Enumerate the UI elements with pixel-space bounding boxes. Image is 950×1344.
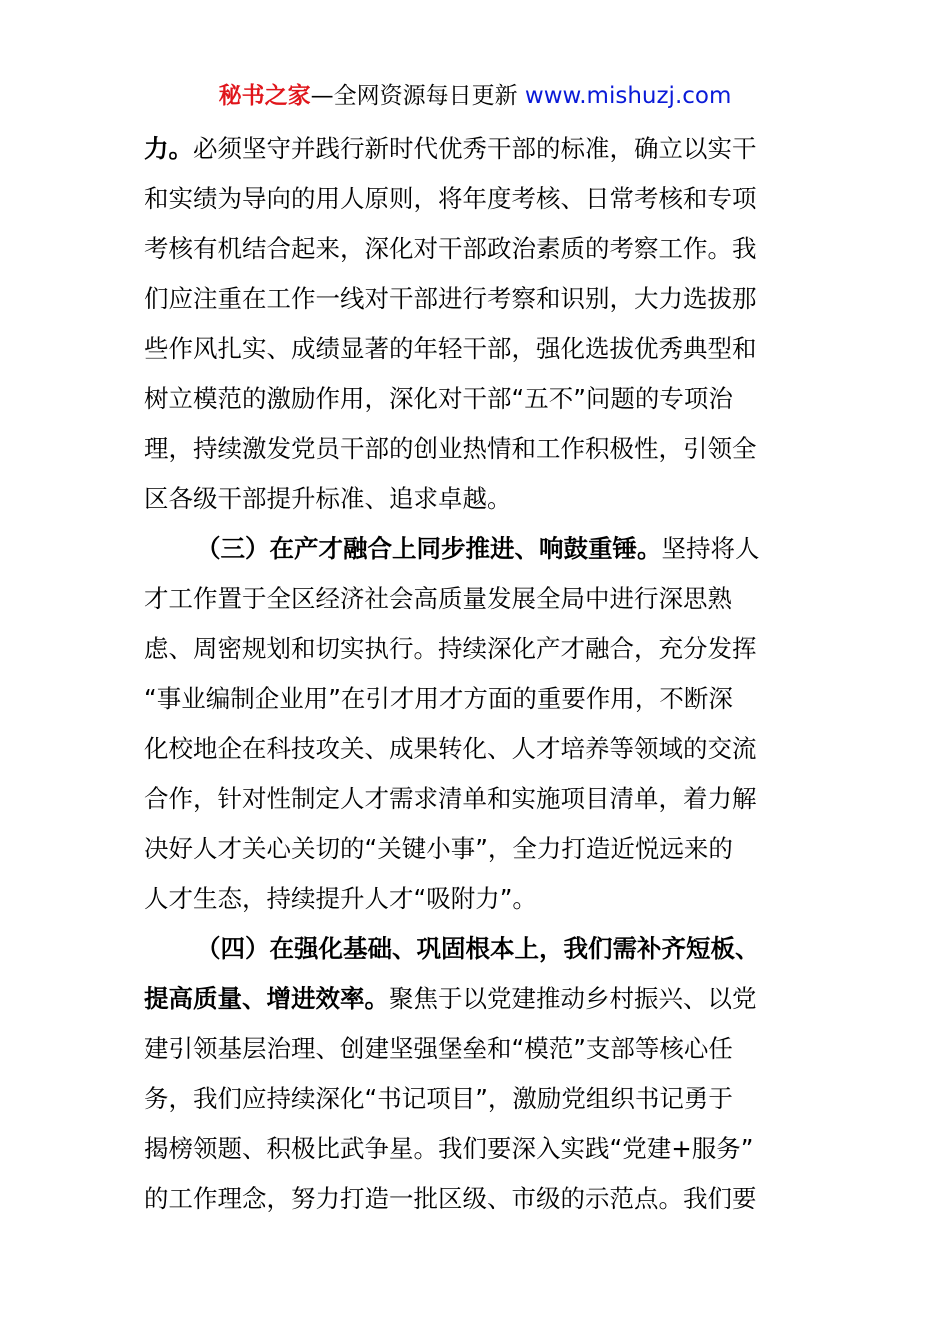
site-url-link[interactable]: www.mishuzj.com (524, 83, 732, 109)
bold-phrase: 力。 (144, 134, 193, 163)
line-text: 才工作置于全区经济社会高质量发展全局中进行深思熟 (144, 584, 732, 613)
line-text: 决好人才关心关切的“关键小事”，全力打造近悦远来的 (144, 834, 733, 863)
text-line-16 (144, 874, 810, 924)
line-text: 必须坚守并践行新时代优秀干部的标准，确立以实干 (193, 134, 757, 163)
text-line-6 (144, 374, 810, 424)
text-line-5 (144, 324, 810, 374)
text-line-4 (144, 274, 810, 324)
text-line-3 (144, 224, 810, 274)
section-heading-3 (144, 524, 810, 574)
text-line-21 (144, 1124, 810, 1174)
line-text: 们应注重在工作一线对干部进行考察和识别，大力选拔那 (144, 284, 757, 313)
text-line-19 (144, 1024, 810, 1074)
text-line-2 (144, 174, 810, 224)
line-text: 聚焦于以党建推动乡村振兴、以党 (389, 984, 757, 1013)
text-line-18 (144, 974, 810, 1024)
text-line-13 (144, 724, 810, 774)
line-text: 理，持续激发党员干部的创业热情和工作积极性，引领全 (144, 434, 757, 463)
section-heading-4 (144, 924, 810, 974)
line-text: 化校地企在科技攻关、成果转化、人才培养等领域的交流 (144, 734, 757, 763)
text-line-12 (144, 674, 810, 724)
text-line-22 (144, 1174, 810, 1224)
text-line-11 (144, 624, 810, 674)
section-title-continued: 提高质量、增进效率。 (144, 984, 389, 1013)
line-text: “事业编制企业用”在引才用才方面的重要作用，不断深 (144, 684, 733, 713)
line-text: 合作，针对性制定人才需求清单和实施项目清单，着力解 (144, 784, 757, 813)
line-text: 建引领基层治理、创建坚强堡垒和“模范”支部等核心任 (144, 1034, 733, 1063)
section-title: （三）在产才融合上同步推进、响鼓重锤。 (196, 534, 662, 563)
text-line-10 (144, 574, 810, 624)
section-title: （四）在强化基础、巩固根本上，我们需补齐短板、 (196, 934, 760, 963)
line-text: 些作风扎实、成绩显著的年轻干部，强化选拔优秀典型和 (144, 334, 757, 363)
line-text: 树立模范的激励作用，深化对干部“五不”问题的专项治 (144, 384, 733, 413)
text-line-8 (144, 474, 810, 524)
line-text: 和实绩为导向的用人原则，将年度考核、日常考核和专项 (144, 184, 757, 213)
document-body (144, 124, 810, 1224)
site-brand: 秘书之家 (218, 83, 311, 109)
site-tagline: —全网资源每日更新 (310, 83, 518, 109)
line-text: 揭榜领题、积极比武争星。我们要深入实践“党建+服务” (144, 1134, 754, 1163)
line-text: 坚持将人 (661, 534, 760, 563)
line-text: 人才生态，持续提升人才“吸附力”。 (144, 884, 537, 913)
site-header (0, 80, 950, 112)
text-line-14 (144, 774, 810, 824)
text-line-1 (144, 124, 810, 174)
text-line-20 (144, 1074, 810, 1124)
line-text: 的工作理念，努力打造一批区级、市级的示范点。我们要 (144, 1184, 757, 1213)
text-line-15 (144, 824, 810, 874)
line-text: 区各级干部提升标准、追求卓越。 (144, 484, 512, 513)
text-line-7 (144, 424, 810, 474)
line-text: 务，我们应持续深化“书记项目”，激励党组织书记勇于 (144, 1084, 733, 1113)
line-text: 考核有机结合起来，深化对干部政治素质的考察工作。我 (144, 234, 757, 263)
line-text: 虑、周密规划和切实执行。持续深化产才融合，充分发挥 (144, 634, 757, 663)
